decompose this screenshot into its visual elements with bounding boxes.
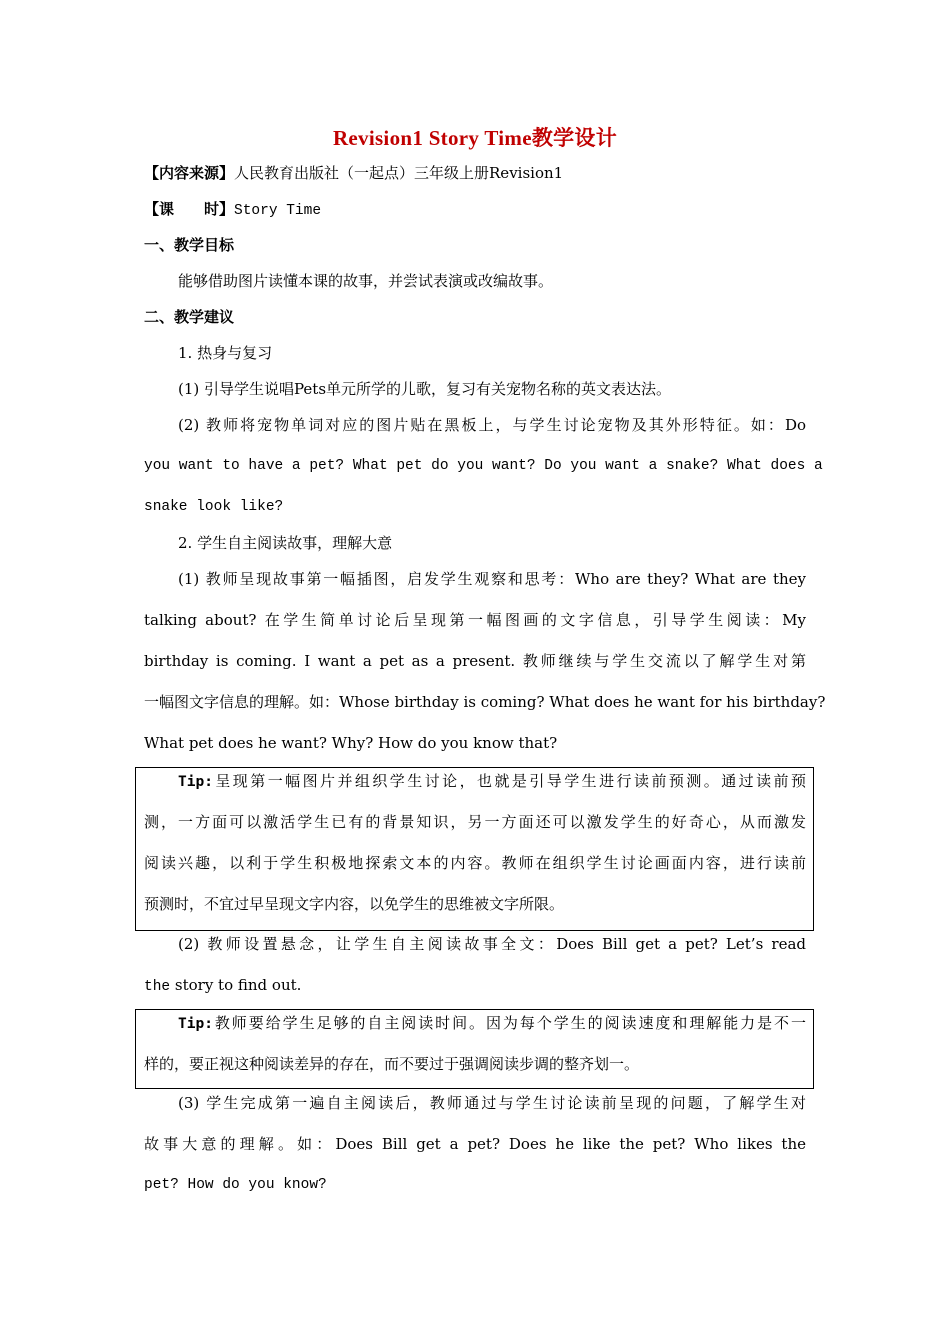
item2-paragraph2-word: the: [144, 979, 171, 995]
item1-paragraph2-line2: you want to have a pet? What pet do you want? Do you want a snake? What does a: [144, 458, 823, 474]
item1-paragraph2-line3: snake look like?: [144, 499, 284, 515]
item2-paragraph3-line1: (3) 学生完成第一遍自主阅读后，教师通过与学生讨论读前呈现的问题，了解学生对: [178, 1094, 806, 1112]
tip1-line2: 测，一方面可以激活学生已有的背景知识，另一方面还可以激发学生的好奇心，从而激发: [144, 813, 806, 831]
item2-paragraph2-line1: (2) 教师设置悬念，让学生自主阅读故事全文：Does Bill get a pet? Let’s read: [178, 935, 806, 953]
item2-paragraph1-line2: talking about? 在学生简单讨论后呈现第一幅图画的文字信息，引导学生阅读：My: [144, 611, 806, 629]
item2-paragraph1-line5: What pet does he want? Why? How do you know that?: [144, 734, 558, 752]
item2-paragraph3-line2: 故事大意的理解。如：Does Bill get a pet? Does he like the pet? Who likes the: [144, 1135, 806, 1153]
page-title: Revision1 Story Time教学设计: [332, 126, 618, 150]
tip2-text1: 教师要给学生足够的自主阅读时间。因为每个学生的阅读速度和理解能力是不一: [212, 1014, 806, 1032]
item2-paragraph1-line1: (1) 教师呈现故事第一幅插图，启发学生观察和思考：Who are they? What are they: [178, 570, 806, 588]
section1-heading: 一、教学目标: [144, 236, 235, 254]
item2-paragraph3-line3: pet? How do you know?: [144, 1177, 327, 1193]
tip1-label: Tip:: [178, 774, 213, 790]
item1-paragraph1: (1) 引导学生说唱Pets单元所学的儿歌，复习有关宠物名称的英文表达法。: [178, 380, 672, 398]
item2-paragraph1-line4: 一幅图文字信息的理解。如：Whose birthday is coming? What does he want for his birthday?: [144, 693, 826, 711]
item2-paragraph2-rest: story to find out.: [174, 976, 302, 994]
item2-paragraph2-line2: [144, 975, 806, 997]
tip2-line1: [178, 1013, 806, 1034]
lesson-label: 【课 时】: [144, 200, 235, 218]
lesson-value: Story Time: [234, 203, 322, 219]
tip1-text1: 呈现第一幅图片并组织学生讨论，也就是引导学生进行读前预测。通过读前预: [212, 772, 806, 790]
tip2-line2: 样的，要正视这种阅读差异的存在，而不要过于强调阅读步调的整齐划一。: [144, 1055, 640, 1073]
lesson-line: [144, 199, 806, 221]
source-line: [144, 163, 806, 183]
item1-title: 1. 热身与复习: [178, 344, 273, 362]
item2-title: 2. 学生自主阅读故事，理解大意: [178, 534, 393, 552]
tip1-line4: 预测时，不宜过早呈现文字内容，以免学生的思维被文字所限。: [144, 895, 565, 913]
source-value: 人民教育出版社（一起点）三年级上册Revision1: [234, 164, 564, 182]
section2-heading: 二、教学建议: [144, 308, 235, 326]
section1-text: 能够借助图片读懂本课的故事，并尝试表演或改编故事。: [178, 272, 554, 290]
item1-paragraph2-line1: (2) 教师将宠物单词对应的图片贴在黑板上，与学生讨论宠物及其外形特征。如：Do: [178, 416, 806, 434]
tip1-line3: 阅读兴趣，以利于学生积极地探索文本的内容。教师在组织学生讨论画面内容，进行读前: [144, 854, 806, 872]
source-label: 【内容来源】: [144, 164, 235, 182]
tip2-label: Tip:: [178, 1016, 213, 1032]
tip1-line1: [178, 771, 806, 792]
item2-paragraph1-line3: birthday is coming. I want a pet as a present. 教师继续与学生交流以了解学生对第: [144, 652, 806, 670]
